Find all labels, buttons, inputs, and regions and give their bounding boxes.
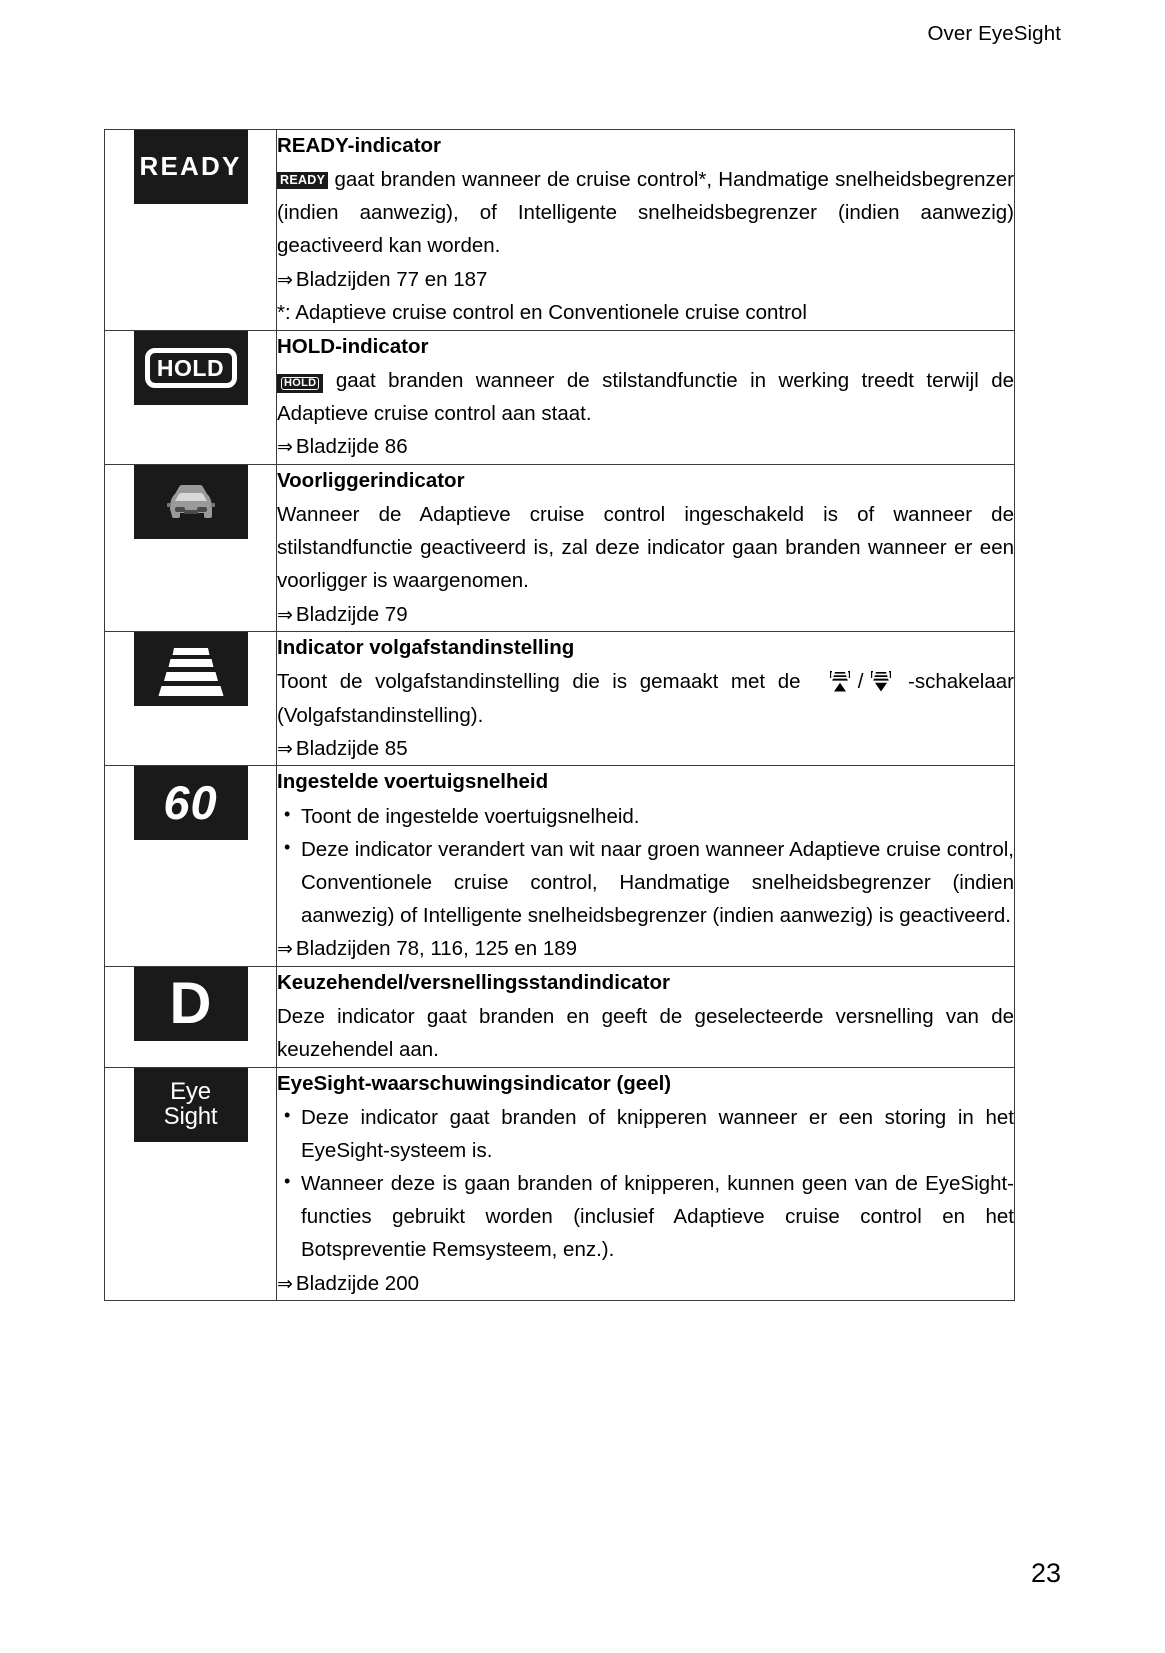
row-body-text-part1: Toont de volgafstandinstelling die is gemaakt met de	[277, 670, 801, 694]
table-row	[105, 967, 1015, 1067]
reference-arrow-icon: ⇒	[277, 738, 293, 760]
table-row	[105, 464, 1015, 631]
icon-cell-lead-vehicle	[105, 464, 277, 631]
reference-text: Bladzijden 78, 116, 125 en 189	[295, 937, 578, 961]
hold-indicator-icon	[134, 331, 248, 405]
row-body-text-part2: -schakelaar (Volgafstandinstelling).	[277, 670, 1014, 727]
row-body	[277, 364, 1014, 430]
description-cell-set-speed	[277, 766, 1015, 967]
reference-arrow-icon: ⇒	[277, 939, 293, 961]
row-reference	[277, 263, 1014, 297]
page-number: 23	[1030, 1558, 1061, 1588]
eyesight-label-line2: Sight	[163, 1103, 218, 1130]
row-body-text: gaat branden wanneer de stilstandfunctie in werking treedt terwijl de Adaptieve cruise control aan staat.	[277, 368, 1014, 425]
gear-selector-indicator-icon: D	[134, 967, 248, 1041]
row-title: EyeSight-waarschuwingsindicator (geel)	[277, 1071, 672, 1095]
row-reference	[277, 430, 1014, 464]
list-item: • Deze indicator verandert van wit naar groen wanneer Adaptieve cruise control, Conventionele cruise control, Handmatige snelheidsbegrenzer (indien aanwezig) of Intelligente snelheidsbegrenzer (indien aanwezig) is geactiveerd.	[277, 833, 1014, 933]
eyesight-label-line1: Eye	[170, 1077, 211, 1105]
list-item: • Deze indicator gaat branden of knipperen wanneer er een storing in het EyeSight-systeem is.	[277, 1101, 1014, 1167]
lead-vehicle-indicator-icon	[134, 465, 248, 539]
description-cell-gear-selector	[277, 967, 1015, 1067]
description-cell-lead-vehicle	[277, 464, 1015, 631]
row-title: Voorliggerindicator	[277, 468, 465, 492]
ready-indicator-icon: READY	[134, 130, 248, 204]
table-row	[105, 1067, 1015, 1301]
inline-hold-icon: HOLD	[277, 374, 323, 393]
list-item: • Toont de ingestelde voertuigsnelheid.	[277, 800, 1014, 833]
table-row	[105, 766, 1015, 967]
reference-arrow-icon: ⇒	[277, 1273, 293, 1295]
description-cell-following-distance	[277, 632, 1015, 766]
indicator-table	[104, 129, 1015, 1301]
icon-cell-set-speed	[105, 766, 277, 967]
row-body: Wanneer de Adaptieve cruise control ingeschakeld is of wanneer de stilstandfunctie geactiveerd is, zal deze indicator gaan branden wanneer er een voorligger is waargenomen.	[277, 502, 1014, 593]
row-reference	[277, 598, 1014, 632]
reference-text: Bladzijde 79	[295, 602, 408, 626]
row-footnote: *: Adaptieve cruise control en Conventionele cruise control	[277, 301, 807, 325]
row-body-text: gaat branden wanneer de cruise control*, Handmatige snelheidsbegrenzer (indien aanwezig), of Intelligente snelheidsbegrenzer (indien aanwezig) geactiveerd kan worden.	[277, 168, 1014, 258]
description-cell-eyesight-warning	[277, 1067, 1015, 1301]
following-distance-increase-switch-icon	[827, 669, 853, 695]
row-title: Indicator volgafstandinstelling	[277, 636, 575, 660]
table-row	[105, 632, 1015, 766]
row-reference	[277, 732, 1014, 766]
row-title: Keuzehendel/versnellingsstandindicator	[277, 971, 671, 995]
row-body	[277, 163, 1014, 263]
icon-cell-following-distance	[105, 632, 277, 766]
reference-text: Bladzijde 85	[295, 736, 408, 760]
row-reference	[277, 1267, 1014, 1301]
icon-cell-gear-selector	[105, 967, 277, 1067]
table-row	[105, 330, 1015, 464]
eyesight-warning-indicator-icon	[134, 1068, 248, 1142]
row-body: Deze indicator gaat branden en geeft de geselecteerde versnelling van de keuzehendel aan.	[277, 1005, 1014, 1062]
switch-separator: /	[857, 670, 864, 694]
reference-arrow-icon: ⇒	[277, 437, 293, 459]
reference-arrow-icon: ⇒	[277, 604, 293, 626]
hold-indicator-label: HOLD	[156, 354, 225, 381]
reference-arrow-icon: ⇒	[277, 269, 293, 291]
row-bullet-list	[277, 1101, 1014, 1267]
description-cell-hold	[277, 330, 1015, 464]
reference-text: Bladzijde 200	[295, 1271, 420, 1295]
following-distance-decrease-switch-icon	[868, 669, 894, 695]
following-distance-indicator-icon	[134, 632, 248, 706]
reference-text: Bladzijde 86	[295, 435, 408, 459]
icon-cell-ready	[105, 130, 277, 331]
description-cell-ready	[277, 130, 1015, 331]
row-reference	[277, 932, 1014, 966]
set-vehicle-speed-icon: 60	[134, 766, 248, 840]
icon-cell-hold	[105, 330, 277, 464]
row-title: Ingestelde voertuigsnelheid	[277, 770, 549, 794]
list-item: • Wanneer deze is gaan branden of knipperen, kunnen geen van de EyeSight-functies gebruikt worden (inclusief Adaptieve cruise control en het Botspreventie Remsysteem, enz.).	[277, 1167, 1014, 1267]
row-title: READY-indicator	[277, 134, 442, 157]
row-bullet-list	[277, 800, 1014, 933]
icon-cell-eyesight-warning	[105, 1067, 277, 1301]
page-running-header: Over EyeSight	[927, 22, 1061, 45]
reference-text: Bladzijden 77 en 187	[295, 267, 488, 291]
table-row	[105, 130, 1015, 331]
row-title: HOLD-indicator	[277, 334, 429, 358]
inline-ready-icon: READY	[277, 172, 328, 189]
row-body	[277, 665, 1014, 731]
